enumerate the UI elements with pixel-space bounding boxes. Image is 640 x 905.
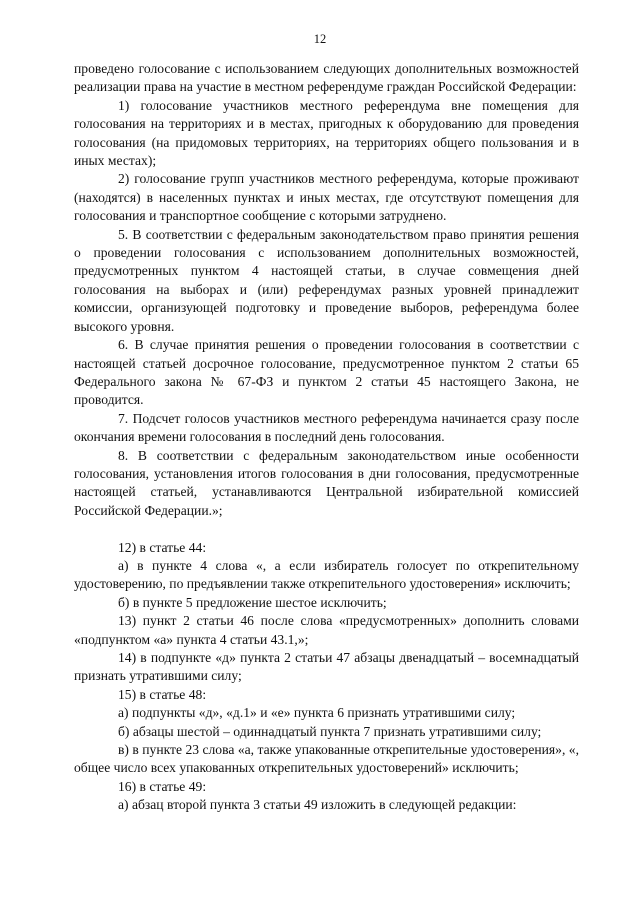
paragraph-item-1: 1) голосование участников местного референдума вне помещения для голосования на территориях и в местах, пригодных к оборудованию для проведения голосования (на придомовых территориях, на территориях общего пользования и в иных местах); [74, 97, 579, 169]
paragraph-amendment-13: 13) пункт 2 статьи 46 после слова «предусмотренных» дополнить словами «подпунктом «а» пункта 4 статьи 43.1,»; [74, 613, 579, 647]
paragraph-clause-7: 7. Подсчет голосов участников местного референдума начинается сразу после окончания времени голосования в последний день голосования. [74, 410, 579, 445]
document-body [74, 60, 579, 815]
paragraph-amendment-12: 12) в статье 44: [118, 539, 207, 555]
paragraph-item-2: 2) голосование групп участников местного референдума, которые проживают (находятся) в населенных пунктах и иных местах, где отсутствуют помещения для голосования и транспортное сообщение с которыми затруднено. [74, 171, 579, 224]
paragraph-amendment-15a: а) подпункты «д», «д.1» и «е» пункта 6 признать утратившими силу; [118, 705, 516, 721]
paragraph-amendment-15: 15) в статье 48: [118, 686, 207, 702]
paragraph-amendment-15b: б) абзацы шестой – одиннадцатый пункта 7 признать утратившими силу; [118, 723, 542, 739]
paragraph-amendment-14: 14) в подпункте «д» пункта 2 статьи 47 абзацы двенадцатый – восемнадцатый признать утратившими силу; [74, 649, 579, 684]
page-number: 12 [313, 32, 327, 46]
paragraph-amendment-12b: б) в пункте 5 предложение шестое исключить; [118, 594, 387, 610]
paragraph-amendment-16: 16) в статье 49: [118, 778, 207, 794]
paragraph-intro-continuation: проведено голосование с использованием следующих дополнительных возможностей реализации права на участие в местном референдуме граждан Российской Федерации: [74, 61, 579, 95]
paragraph-amendment-15c: в) в пункте 23 слова «а, также упакованные открепительные удостоверения», «, общее число всех упакованных открепительных удостоверений» исключить; [74, 742, 579, 776]
paragraph-clause-8: 8. В соответствии с федеральным законодательством иные особенности голосования, установления итогов голосования в дни голосования, предусмотренные настоящей статьей, устанавливаются Центральной избирательной комиссией Российской Федерации.»; [74, 447, 579, 518]
paragraph-amendment-16a: а) абзац второй пункта 3 статьи 49 изложить в следующей редакции: [118, 797, 517, 813]
paragraph-amendment-12a: а) в пункте 4 слова «, а если избиратель голосует по открепительному удостоверению, по предъявлении также открепительного удостоверения» исключить; [74, 557, 579, 592]
paragraph-gap [74, 520, 579, 538]
paragraph-clause-6: 6. В случае принятия решения о проведении голосования в соответствии с настоящей статьей досрочное голосование, предусмотренное пунктом 2 статьи 65 Федерального закона № 67-ФЗ и пунктом 2 статьи 45 настоящего Закона, не проводится. [74, 337, 579, 408]
paragraph-clause-5: 5. В соответствии с федеральным законодательством право принятия решения о проведении голосования с использованием дополнительных возможностей, предусмотренных пунктом 4 настоящей статьи, в случае совмещения дней голосования на выборах и (или) референдумах разных уровней принадлежит комиссии, организующей подготовку и проведение выборов, референдума более высокого уровня. [74, 226, 579, 334]
